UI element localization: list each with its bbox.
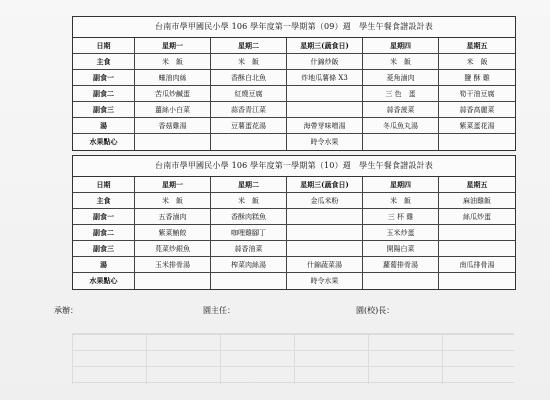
menu-cell: 米 飯 xyxy=(363,54,439,70)
menu-title: 台南市學甲國民小學 106 學年度第一學期第（09）週 學生午餐食譜設計表 xyxy=(73,17,515,38)
menu-table xyxy=(73,177,515,289)
menu-cell xyxy=(287,209,363,225)
header-day: 星期五 xyxy=(439,38,515,54)
lunch-menu-week-10 xyxy=(72,155,516,290)
row-label: 副食一 xyxy=(73,70,135,86)
menu-cell xyxy=(135,134,211,150)
menu-cell: 米 飯 xyxy=(135,193,211,209)
row-label: 主食 xyxy=(73,193,135,209)
menu-cell xyxy=(211,134,287,150)
header-day: 星期四 xyxy=(363,177,439,193)
row-label: 主食 xyxy=(73,54,135,70)
menu-cell: 豆薯蛋花湯 xyxy=(211,118,287,134)
menu-cell: 南瓜排骨湯 xyxy=(439,257,515,273)
menu-cell xyxy=(439,225,515,241)
menu-cell: 菱角滷肉 xyxy=(363,70,439,86)
header-day: 星期一 xyxy=(135,38,211,54)
menu-cell: 咖哩雞腳丁 xyxy=(211,225,287,241)
menu-cell: 什錦炒飯 xyxy=(287,54,363,70)
menu-cell: 米 飯 xyxy=(135,54,211,70)
menu-cell xyxy=(287,241,363,257)
menu-cell: 蘿蔔排骨湯 xyxy=(363,257,439,273)
row-label: 水果點心 xyxy=(73,273,135,289)
menu-cell: 麻油雞飯 xyxy=(439,193,515,209)
menu-cell: 五香滷肉 xyxy=(135,209,211,225)
menu-cell: 米 飯 xyxy=(211,193,287,209)
menu-cell: 絲瓜炒蛋 xyxy=(439,209,515,225)
menu-cell: 苦瓜炒鹹蛋 xyxy=(135,86,211,102)
menu-cell: 海帶芽味噌湯 xyxy=(287,118,363,134)
menu-cell: 香酥白北魚 xyxy=(211,70,287,86)
menu-cell xyxy=(287,225,363,241)
menu-cell xyxy=(439,134,515,150)
show-through-grid xyxy=(72,333,514,384)
row-label: 副食二 xyxy=(73,225,135,241)
menu-cell: 三 杯 雞 xyxy=(363,209,439,225)
menu-cell: 榨菜肉絲湯 xyxy=(211,257,287,273)
signature-handler: 承辦： xyxy=(54,306,78,315)
row-label: 副食一 xyxy=(73,209,135,225)
menu-cell: 紫菜鮪餃 xyxy=(135,225,211,241)
menu-cell xyxy=(135,273,211,289)
menu-cell xyxy=(211,273,287,289)
menu-cell xyxy=(287,102,363,118)
menu-cell: 蒜香高麗菜 xyxy=(439,102,515,118)
menu-cell xyxy=(287,86,363,102)
menu-cell: 香酥肉糕魚 xyxy=(211,209,287,225)
row-label: 水果點心 xyxy=(73,134,135,150)
menu-cell: 鹽 酥 雞 xyxy=(439,70,515,86)
menu-cell: 蠔油肉絲 xyxy=(135,70,211,86)
menu-table xyxy=(73,38,515,150)
menu-cell xyxy=(439,241,515,257)
row-label: 副食三 xyxy=(73,102,135,118)
menu-cell: 紅燒豆腐 xyxy=(211,86,287,102)
menu-cell: 玉米炒蛋 xyxy=(363,225,439,241)
menu-cell: 炸地瓜薯條 X3 xyxy=(287,70,363,86)
menu-cell: 筍干油豆腐 xyxy=(439,86,515,102)
header-day: 星期一 xyxy=(135,177,211,193)
menu-cell: 玉米排骨湯 xyxy=(135,257,211,273)
row-label: 湯 xyxy=(73,257,135,273)
signature-director: 園主任： xyxy=(203,306,235,315)
menu-cell: 香菇雞湯 xyxy=(135,118,211,134)
menu-cell: 時令水果 xyxy=(287,273,363,289)
menu-cell: 米 飯 xyxy=(363,193,439,209)
menu-cell: 米 飯 xyxy=(439,54,515,70)
header-day: 星期五 xyxy=(439,177,515,193)
header-day: 星期三(蔬食日) xyxy=(287,177,363,193)
row-label: 副食三 xyxy=(73,241,135,257)
menu-cell: 時令水果 xyxy=(287,134,363,150)
menu-cell xyxy=(363,134,439,150)
menu-cell: 三 色 蛋 xyxy=(363,86,439,102)
menu-cell: 米 飯 xyxy=(211,54,287,70)
menu-cell: 紫菜蛋花湯 xyxy=(439,118,515,134)
header-day: 星期二 xyxy=(211,38,287,54)
menu-title: 台南市學甲國民小學 106 學年度第一學期第（10）週 學生午餐食譜設計表 xyxy=(73,156,515,177)
menu-cell xyxy=(439,273,515,289)
header-day: 星期三(蔬食日) xyxy=(287,38,363,54)
menu-cell: 蒜香菠菜 xyxy=(363,102,439,118)
menu-cell: 蒜香青江菜 xyxy=(211,102,287,118)
menu-cell: 什錦蔬菜湯 xyxy=(287,257,363,273)
header-date: 日期 xyxy=(73,38,135,54)
menu-cell: 開陽白菜 xyxy=(363,241,439,257)
menu-cell: 冬瓜魚丸湯 xyxy=(363,118,439,134)
header-day: 星期四 xyxy=(363,38,439,54)
menu-cell: 薑絲小白菜 xyxy=(135,102,211,118)
menu-cell xyxy=(363,273,439,289)
menu-cell: 莧菜炒銀魚 xyxy=(135,241,211,257)
row-label: 副食二 xyxy=(73,86,135,102)
row-label: 湯 xyxy=(73,118,135,134)
menu-cell: 蒜香油菜 xyxy=(211,241,287,257)
signature-line xyxy=(0,305,550,325)
lunch-menu-week-09 xyxy=(72,16,516,151)
header-day: 星期二 xyxy=(211,177,287,193)
menu-cell: 金瓜米粉 xyxy=(287,193,363,209)
signature-principal: 園(校)長： xyxy=(356,306,395,315)
header-date: 日期 xyxy=(73,177,135,193)
